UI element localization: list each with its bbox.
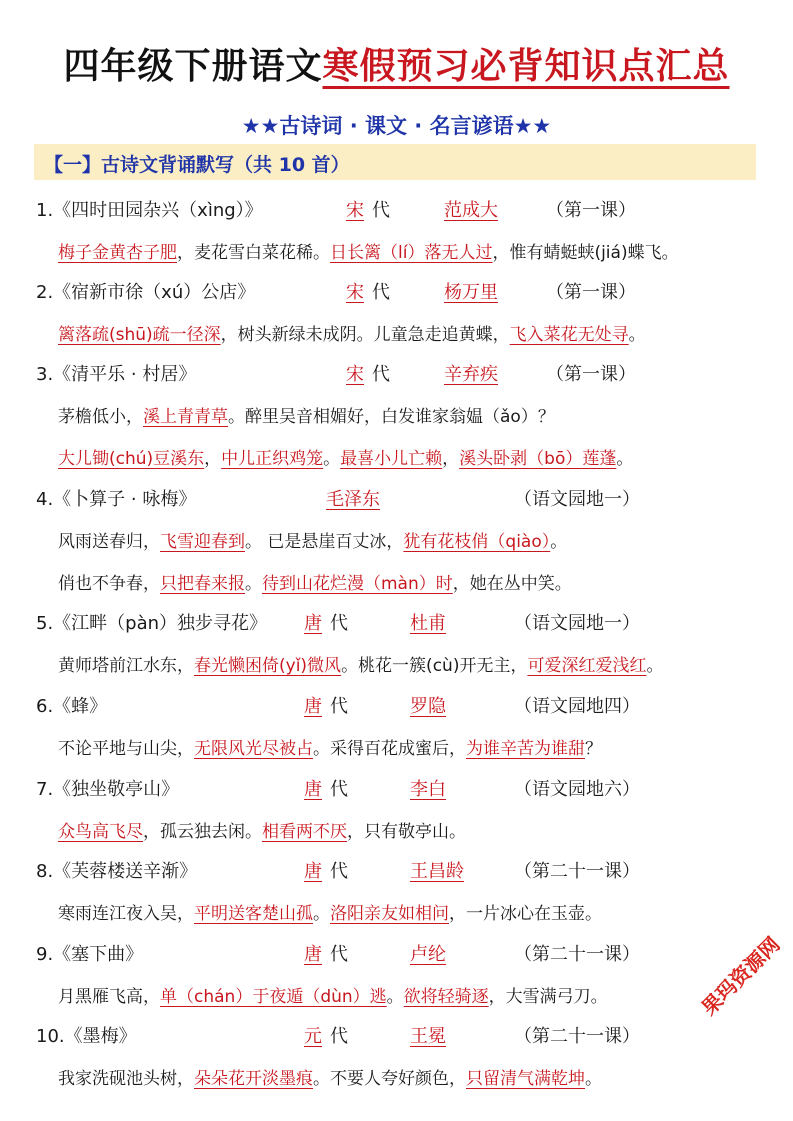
poem-source: （语文园地一）: [514, 489, 640, 510]
poem-dynasty: [346, 196, 390, 222]
poem-text: 。: [628, 325, 646, 345]
poem-author: [410, 857, 464, 883]
poem-line: [58, 238, 679, 263]
poem-dynasty-value: 唐: [304, 613, 322, 634]
poem-heading: [36, 196, 756, 226]
poem-dynasty: [304, 609, 348, 635]
poem-text: 不论平地与山尖，: [58, 739, 194, 759]
poem-author-value: 毛泽东: [326, 489, 380, 510]
recite-highlight: 平明送客楚山孤: [194, 904, 313, 924]
page-title: [0, 38, 793, 89]
poem-title: 10.《墨梅》: [36, 1026, 137, 1047]
poem-title: 5.《江畔（pàn）独步寻花》: [36, 613, 268, 634]
poem-text: 。: [616, 449, 634, 469]
poem-author: [410, 775, 446, 801]
poem-author-value: 辛弃疾: [444, 364, 498, 385]
poem-dynasty-value: 宋: [346, 364, 364, 385]
poem-text: ，一片冰心在玉壶。: [449, 904, 602, 924]
poem-heading: [36, 775, 756, 805]
recite-highlight: 待到山花烂漫（màn）时: [262, 574, 453, 594]
poem-text: 。桃花一簇(cù)开无主，: [341, 656, 528, 676]
poem-title: 3.《清平乐 · 村居》: [36, 364, 197, 385]
poem-text: 。: [245, 574, 262, 594]
poem-text: ，只有敬亭山。: [347, 822, 466, 842]
poem-text: ，大雪满弓刀。: [488, 987, 608, 1007]
recite-highlight: 溪上青青草: [143, 407, 228, 427]
poem-author: [410, 1022, 446, 1048]
poem-author-value: 王昌龄: [410, 861, 464, 882]
poem-text: 风雨送春归，: [58, 532, 160, 552]
recite-highlight: 洛阳亲友如相问: [330, 904, 449, 924]
poem-source: （第二十一课）: [514, 861, 640, 882]
poem-text: ，: [442, 449, 460, 469]
poem-heading: [36, 609, 756, 639]
poem-title: 2.《宿新市徐（xú）公店》: [36, 282, 256, 303]
poem-dynasty-suffix: 代: [330, 861, 348, 882]
poem-dynasty-suffix: 代: [330, 613, 348, 634]
poem-text: ，: [204, 449, 222, 469]
subtitle: ★★古诗词 · 课文 · 名言谚语★★: [241, 114, 552, 138]
poem-dynasty-suffix: 代: [330, 779, 348, 800]
poem-line: [58, 982, 608, 1007]
poem-author-value: 卢纶: [410, 944, 446, 965]
poem-author-value: 王冕: [410, 1026, 446, 1047]
poem-dynasty: [346, 360, 390, 386]
poem-line: [58, 402, 555, 427]
poem-text: 寒雨连江夜入吴，: [58, 904, 194, 924]
poem-title: 7.《独坐敬亭山》: [36, 779, 180, 800]
poem-dynasty-suffix: 代: [330, 1026, 348, 1047]
poem-text: 。不要人夸好颜色，: [313, 1069, 466, 1089]
poem-source: （第一课）: [546, 282, 636, 303]
poem-text: ？: [585, 739, 602, 759]
poem-text: ，孤云独去闲。: [143, 822, 262, 842]
poem-heading: [36, 857, 756, 887]
recite-highlight: 为谁辛苦为谁甜: [466, 739, 585, 759]
poem-dynasty-value: 唐: [304, 861, 322, 882]
recite-highlight: 春光懒困倚(yǐ)微风: [194, 656, 342, 676]
poem-dynasty: [304, 775, 348, 801]
poem-author-value: 李白: [410, 779, 446, 800]
poem-line: [58, 444, 633, 469]
poem-text: 茅檐低小，: [58, 407, 143, 427]
poem-text: ，她在丛中笑。: [452, 574, 572, 594]
poem-author: [410, 940, 446, 966]
poem-text: 我家洗砚池头树，: [58, 1069, 194, 1089]
recite-highlight: 只把春来报: [160, 574, 245, 594]
poem-dynasty-suffix: 代: [372, 282, 390, 303]
title-red-part: 寒假预习必背知识点汇总: [322, 46, 730, 87]
poem-source: （语文园地四）: [514, 696, 640, 717]
poem-author: [326, 485, 380, 511]
poem-author: [444, 360, 498, 386]
poem-dynasty-value: 唐: [304, 696, 322, 717]
poem-text: 。 已是悬崖百丈冰，: [245, 532, 404, 552]
recite-highlight: 大儿锄(chú)豆溪东: [58, 449, 205, 469]
section-header: [34, 144, 756, 180]
poem-line: [58, 569, 572, 594]
poem-dynasty-suffix: 代: [372, 200, 390, 221]
poem-source: （第一课）: [546, 364, 636, 385]
poem-text: 。: [585, 1069, 602, 1089]
recite-highlight: 朵朵花开淡墨痕: [194, 1069, 313, 1089]
poem-text: 。醉里吴音相媚好，白发谁家翁媪（ǎo）？: [228, 407, 555, 427]
poem-text: 黄师塔前江水东，: [58, 656, 194, 676]
poem-line: [58, 320, 646, 345]
title-black-part: 四年级下册语文: [63, 46, 323, 87]
poem-author: [444, 278, 498, 304]
poem-text: ，惟有蜻蜓蛱(jiá)蝶飞。: [492, 243, 679, 263]
poem-dynasty-suffix: 代: [330, 696, 348, 717]
poem-text: 。: [386, 987, 404, 1007]
recite-highlight: 日长篱（lí）落无人过: [330, 243, 493, 263]
recite-highlight: 飞雪迎春到: [160, 532, 245, 552]
poem-title: 9.《塞下曲》: [36, 944, 144, 965]
recite-highlight: 众鸟高飞尽: [58, 822, 143, 842]
poem-source: （第二十一课）: [514, 944, 640, 965]
poem-heading: [36, 1022, 756, 1052]
poem-source: （第二十一课）: [514, 1026, 640, 1047]
section-title: 【一】古诗文背诵默写（共 10 首）: [44, 154, 350, 176]
recite-highlight: 可爱深红爱浅红: [527, 656, 647, 676]
poem-line: [58, 734, 602, 759]
recite-highlight: 溪头卧剥（bō）莲蓬: [459, 449, 617, 469]
poem-author-value: 杨万里: [444, 282, 498, 303]
poem-text: 。: [323, 449, 341, 469]
poem-line: [58, 817, 466, 842]
poem-text: 俏也不争春，: [58, 574, 160, 594]
poem-heading: [36, 278, 756, 308]
recite-highlight: 最喜小儿亡赖: [340, 449, 443, 469]
poem-text: ，树头新绿未成阴。儿童急走追黄蝶，: [220, 325, 510, 345]
poem-author-value: 范成大: [444, 200, 498, 221]
poem-source: （语文园地一）: [514, 613, 640, 634]
poem-dynasty: [304, 940, 348, 966]
poem-text: 。: [313, 904, 330, 924]
poem-text: 。: [646, 656, 664, 676]
poem-title: 6.《蜂》: [36, 696, 108, 717]
recite-highlight: 只留清气满乾坤: [466, 1069, 585, 1089]
recite-highlight: 中儿正织鸡笼: [221, 449, 324, 469]
recite-highlight: 飞入菜花无处寻: [509, 325, 629, 345]
recite-highlight: 犹有花枝俏（qiào）: [403, 532, 551, 552]
poem-heading: [36, 940, 756, 970]
watermark: 果玛资源网: [696, 932, 785, 1020]
poem-title: 1.《四时田园杂兴（xìng）》: [36, 200, 263, 221]
poem-line: [58, 651, 663, 676]
poem-dynasty: [304, 857, 348, 883]
poem-heading: [36, 485, 756, 515]
poem-line: [58, 527, 567, 552]
poem-text: ，麦花雪白菜花稀。: [177, 243, 330, 263]
poem-heading: [36, 360, 756, 390]
poem-author-value: 杜甫: [410, 613, 446, 634]
poem-dynasty-suffix: 代: [372, 364, 390, 385]
recite-highlight: 无限风光尽被占: [194, 739, 313, 759]
poem-text: 。: [550, 532, 568, 552]
poem-dynasty: [304, 1022, 348, 1048]
recite-highlight: 单（chán）于夜遁（dùn）逃: [160, 987, 387, 1007]
recite-highlight: 篱落疏(shū)疏一径深: [58, 325, 221, 345]
poem-author: [410, 609, 446, 635]
poem-author: [410, 692, 446, 718]
poem-text: 月黑雁飞高，: [58, 987, 160, 1007]
poem-dynasty: [304, 692, 348, 718]
poem-line: [58, 899, 602, 924]
poem-dynasty-value: 唐: [304, 944, 322, 965]
poem-dynasty-value: 元: [304, 1026, 322, 1047]
poem-source: （第一课）: [546, 200, 636, 221]
poem-line: [58, 1064, 602, 1089]
poem-source: （语文园地六）: [514, 779, 640, 800]
poem-dynasty-value: 唐: [304, 779, 322, 800]
poem-dynasty-value: 宋: [346, 200, 364, 221]
recite-highlight: 梅子金黄杏子肥: [58, 243, 177, 263]
poem-title: 4.《卜算子 · 咏梅》: [36, 489, 197, 510]
poem-text: 。采得百花成蜜后，: [313, 739, 466, 759]
poem-dynasty-suffix: 代: [330, 944, 348, 965]
poem-title: 8.《芙蓉楼送辛渐》: [36, 861, 198, 882]
poem-dynasty-value: 宋: [346, 282, 364, 303]
poem-dynasty: [346, 278, 390, 304]
recite-highlight: 相看两不厌: [262, 822, 347, 842]
recite-highlight: 欲将轻骑逐: [403, 987, 489, 1007]
poem-author: [444, 196, 498, 222]
poem-heading: [36, 692, 756, 722]
poem-author-value: 罗隐: [410, 696, 446, 717]
